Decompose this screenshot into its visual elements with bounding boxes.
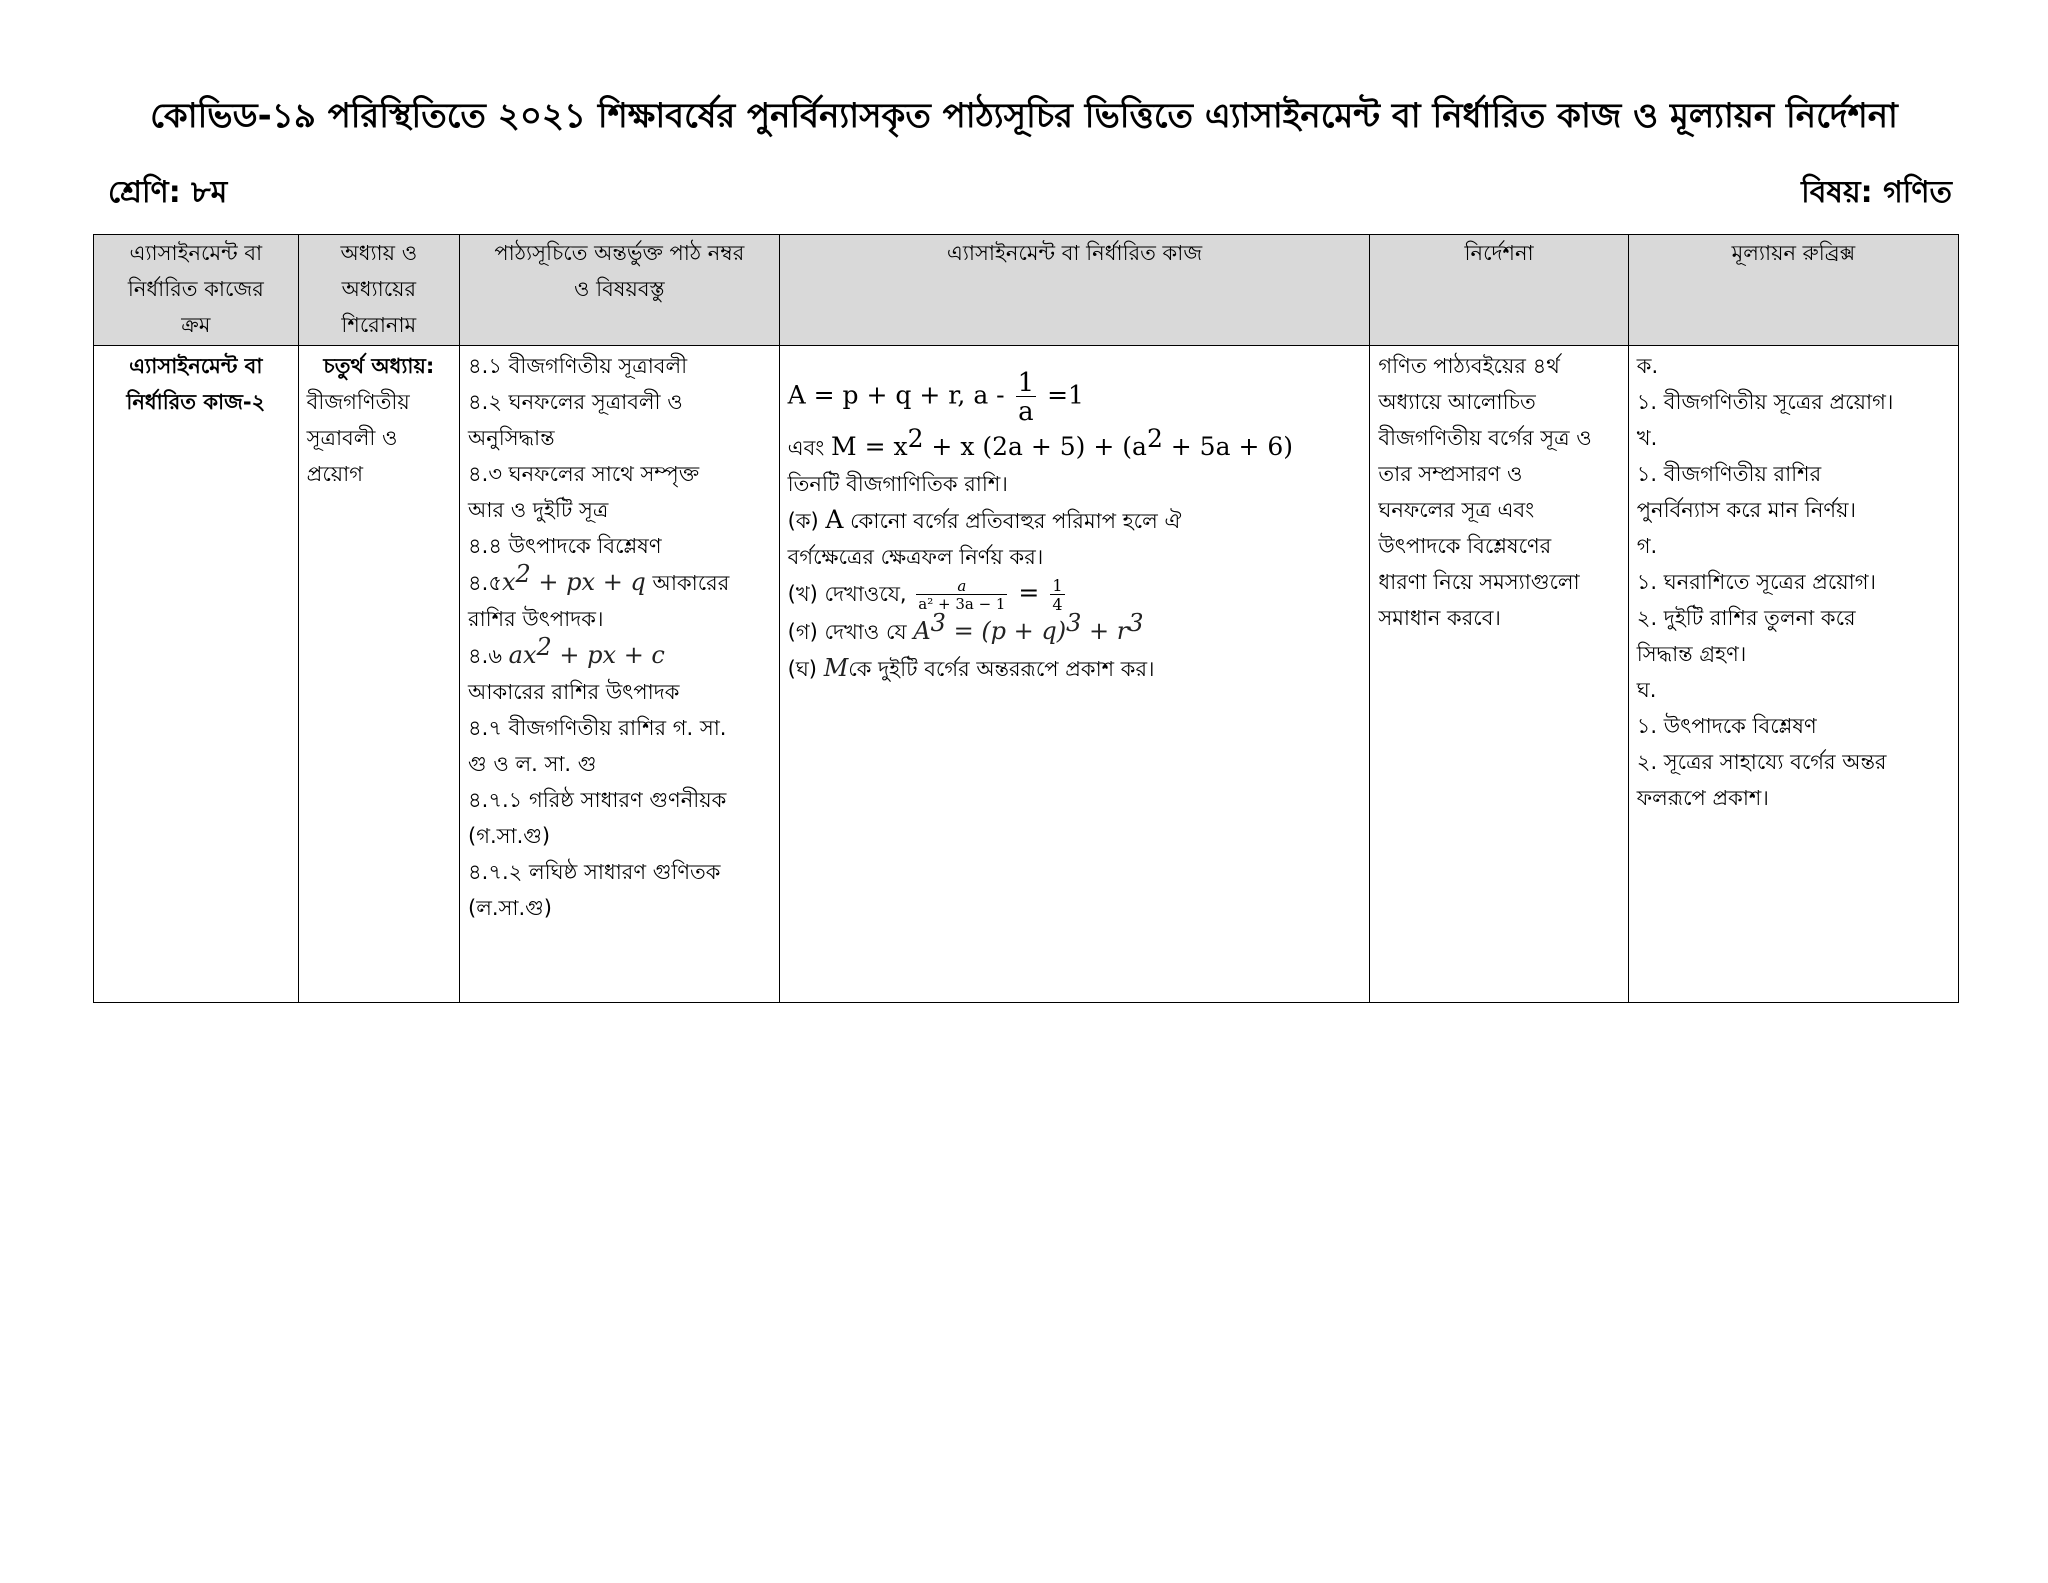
item-prefix: (গ) দেখাও যে — [787, 619, 914, 644]
rubric-line: খ. — [1636, 426, 1658, 450]
guidance-line: সমাধান করবে। — [1378, 606, 1501, 630]
lesson-line: (গ.সা.গু) — [468, 824, 551, 848]
guidance-line: গণিত পাঠ্যবইয়ের ৪র্থ — [1378, 354, 1560, 378]
table-header-row — [94, 235, 1959, 346]
chapter-title-line: প্রয়োগ — [306, 462, 363, 486]
task-item-ka — [788, 502, 1362, 539]
rubric-line: ১. উৎপাদকে বিশ্লেষণ — [1636, 714, 1817, 738]
formula-ax: ax — [508, 641, 537, 669]
fraction-denominator: a — [1016, 396, 1037, 425]
header-guidance — [1370, 235, 1628, 346]
task-line: বর্গক্ষেত্রের ক্ষেত্রফল নির্ণয় কর। — [787, 545, 1044, 569]
rubric-line: ২. দুইটি রাশির তুলনা করে — [1636, 606, 1856, 630]
lesson-line: রাশির উৎপাদক। — [468, 607, 604, 631]
header-task — [779, 235, 1370, 346]
chapter-title-line: বীজগণিতীয় — [306, 390, 410, 414]
document-title: কোভিড-১৯ পরিস্থিতিতে ২০২১ শিক্ষাবর্ষের পুনর্বিন্যাসকৃত পাঠ্যসূচির ভিত্তিতে এ্যাসাইনমেন্ট বা নির্ধারিত কাজ ও মূল্যায়ন নির্দেশনা — [150, 96, 1898, 136]
header-text: অধ্যায়ের — [341, 277, 417, 301]
fraction-numerator: a — [957, 576, 967, 595]
class-label: শ্রেণি: ৮ম — [108, 175, 228, 210]
cell-chapter — [298, 346, 459, 1003]
formula-x: x — [501, 568, 516, 596]
lesson-line: ৪.১ বীজগণিতীয় সূত্রাবলী — [468, 354, 688, 378]
equation-exponent: 2 — [907, 424, 924, 453]
subject-label: বিষয়: গণিত — [1801, 175, 1952, 210]
item-prefix: (ঘ) — [787, 656, 824, 681]
rubric-line: ক. — [1636, 354, 1659, 378]
lesson-line: অনুসিদ্ধান্ত — [468, 426, 555, 450]
fraction — [1016, 370, 1037, 425]
task-item-gha — [788, 650, 1362, 687]
rubric-line: সিদ্ধান্ত গ্রহণ। — [1636, 642, 1747, 666]
guidance-line: অধ্যায়ে আলোচিত — [1378, 390, 1536, 414]
equation-text: =1 — [1039, 380, 1084, 410]
equation-text: M = x — [831, 432, 908, 461]
equation-prefix: এবং — [787, 436, 832, 460]
formula-exponent: 2 — [515, 560, 531, 588]
chapter-title-line: সূত্রাবলী ও — [306, 426, 398, 450]
header-text: অধ্যায় ও — [340, 241, 418, 265]
assignment-table — [93, 234, 1959, 1003]
task-line: তিনটি বীজগাণিতিক রাশি। — [787, 472, 1008, 496]
guidance-line: বীজগণিতীয় বর্গের সূত্র ও — [1378, 426, 1592, 450]
header-text: ও বিষয়বস্তু — [574, 277, 665, 301]
lesson-line: (ল.সা.গু) — [468, 896, 553, 920]
lesson-line: আর ও দুইটি সূত্র — [468, 498, 609, 522]
header-text: এ্যাসাইনমেন্ট বা নির্ধারিত কাজ — [946, 241, 1203, 265]
fraction — [1050, 575, 1064, 614]
formula-rest: + px + c — [551, 641, 665, 669]
fraction — [916, 576, 1007, 613]
guidance-line: তার সম্প্রসারণ ও — [1378, 462, 1523, 486]
lesson-line: ৪.৭ বীজগণিতীয় রাশির গ. সা. — [468, 716, 727, 740]
header-text: পাঠ্যসূচিতে অন্তর্ভুক্ত পাঠ নম্বর — [494, 241, 745, 265]
variable-A: A — [913, 616, 931, 645]
header-chapter — [298, 235, 459, 346]
header-lessons — [460, 235, 780, 346]
assignment-line: নির্ধারিত কাজ-২ — [126, 390, 266, 414]
rubric-line: ফলরূপে প্রকাশ। — [1636, 786, 1769, 810]
cell-guidance — [1370, 346, 1628, 1003]
exponent: 3 — [1066, 608, 1082, 637]
header-rubrics — [1628, 235, 1958, 346]
equation-2 — [787, 424, 1362, 466]
lesson-line: ৪.৭.১ গরিষ্ঠ সাধারণ গুণনীয়ক — [468, 788, 727, 812]
cell-lessons — [460, 346, 780, 1003]
rubric-line: গ. — [1636, 534, 1658, 558]
variable-M: M — [823, 653, 849, 682]
expression: = (p + q) — [945, 616, 1067, 645]
header-text: মূল্যায়ন রুব্রিক্স — [1731, 241, 1856, 265]
lesson-number: ৪.৫ — [468, 571, 502, 595]
lesson-line: ৪.৪ উৎপাদকে বিশ্লেষণ — [468, 534, 662, 558]
formula-rest: + px + q — [530, 568, 646, 596]
assignment-line: এ্যাসাইনমেন্ট বা — [129, 354, 263, 378]
equation-exponent: 2 — [1146, 424, 1163, 453]
lesson-line-formula — [468, 633, 771, 674]
lesson-line-formula — [468, 560, 771, 601]
header-text: নির্দেশনা — [1464, 241, 1534, 265]
cell-rubrics — [1628, 346, 1958, 1003]
rubric-line: ২. সূত্রের সাহায্যে বর্গের অন্তর — [1636, 750, 1887, 774]
guidance-line: উৎপাদকে বিশ্লেষণের — [1378, 534, 1552, 558]
lesson-number: ৪.৬ — [468, 644, 509, 668]
equation-text: + 5a + 6) — [1162, 432, 1293, 461]
lesson-line: ৪.৩ ঘনফলের সাথে সম্পৃক্ত — [468, 462, 700, 486]
item-text: কে দুইটি বর্গের অন্তররূপে প্রকাশ কর। — [848, 656, 1155, 681]
equals-sign: = — [1010, 578, 1048, 607]
rubric-line: ১. বীজগণিতীয় সূত্রের প্রয়োগ। — [1636, 390, 1894, 414]
header-assignment-order — [94, 235, 299, 346]
guidance-line: ঘনফলের সূত্র এবং — [1378, 498, 1535, 522]
task-item-ga — [787, 608, 1362, 650]
item-prefix: (ক) — [787, 509, 826, 533]
task-item-kha — [788, 575, 1362, 613]
cell-assignment — [94, 346, 299, 1003]
fraction-denominator: 4 — [1052, 594, 1063, 614]
item-text: কোনো বর্গের প্রতিবাহুর পরিমাপ হলে ঐ — [843, 509, 1182, 533]
equation-text: A = p + q + r, a - — [787, 380, 1013, 410]
header-text: নির্ধারিত কাজের — [127, 277, 264, 301]
table-row — [94, 346, 1959, 1003]
cell-task — [779, 346, 1370, 1003]
fraction-numerator: 1 — [1052, 575, 1063, 595]
rubric-line: ১. ঘনরাশিতে সূত্রের প্রয়োগ। — [1636, 570, 1877, 594]
lesson-line: ৪.৭.২ লঘিষ্ঠ সাধারণ গুণিতক — [468, 860, 721, 884]
equation-1 — [788, 370, 1362, 425]
formula-exponent: 2 — [536, 633, 552, 661]
header-text: শিরোনাম — [341, 313, 417, 337]
variable-A: A — [825, 505, 844, 534]
exponent: 3 — [930, 608, 946, 637]
expression: + r — [1081, 616, 1129, 645]
rubric-line: ১. বীজগণিতীয় রাশির — [1636, 462, 1822, 486]
header-text: এ্যাসাইনমেন্ট বা — [129, 241, 263, 265]
fraction-numerator: 1 — [1017, 368, 1035, 398]
exponent: 3 — [1128, 608, 1144, 637]
rubric-line: ঘ. — [1636, 678, 1657, 702]
chapter-heading: চতুর্থ অধ্যায়: — [323, 354, 435, 378]
lesson-line: আকারের রাশির উৎপাদক — [468, 680, 680, 704]
equation-text: + x (2a + 5) + (a — [923, 432, 1147, 461]
guidance-line: ধারণা নিয়ে সমস্যাগুলো — [1378, 570, 1580, 594]
lesson-line: ৪.২ ঘনফলের সূত্রাবলী ও — [468, 390, 683, 414]
fraction-denominator: a² + 3a − 1 — [918, 594, 1006, 613]
lesson-text: আকারের — [645, 571, 730, 595]
header-text: ক্রম — [181, 313, 211, 337]
lesson-line: গু ও ল. সা. গু — [468, 752, 597, 776]
item-prefix: (খ) দেখাওযে, — [787, 582, 914, 606]
rubric-line: পুনর্বিন্যাস করে মান নির্ণয়। — [1636, 498, 1856, 522]
